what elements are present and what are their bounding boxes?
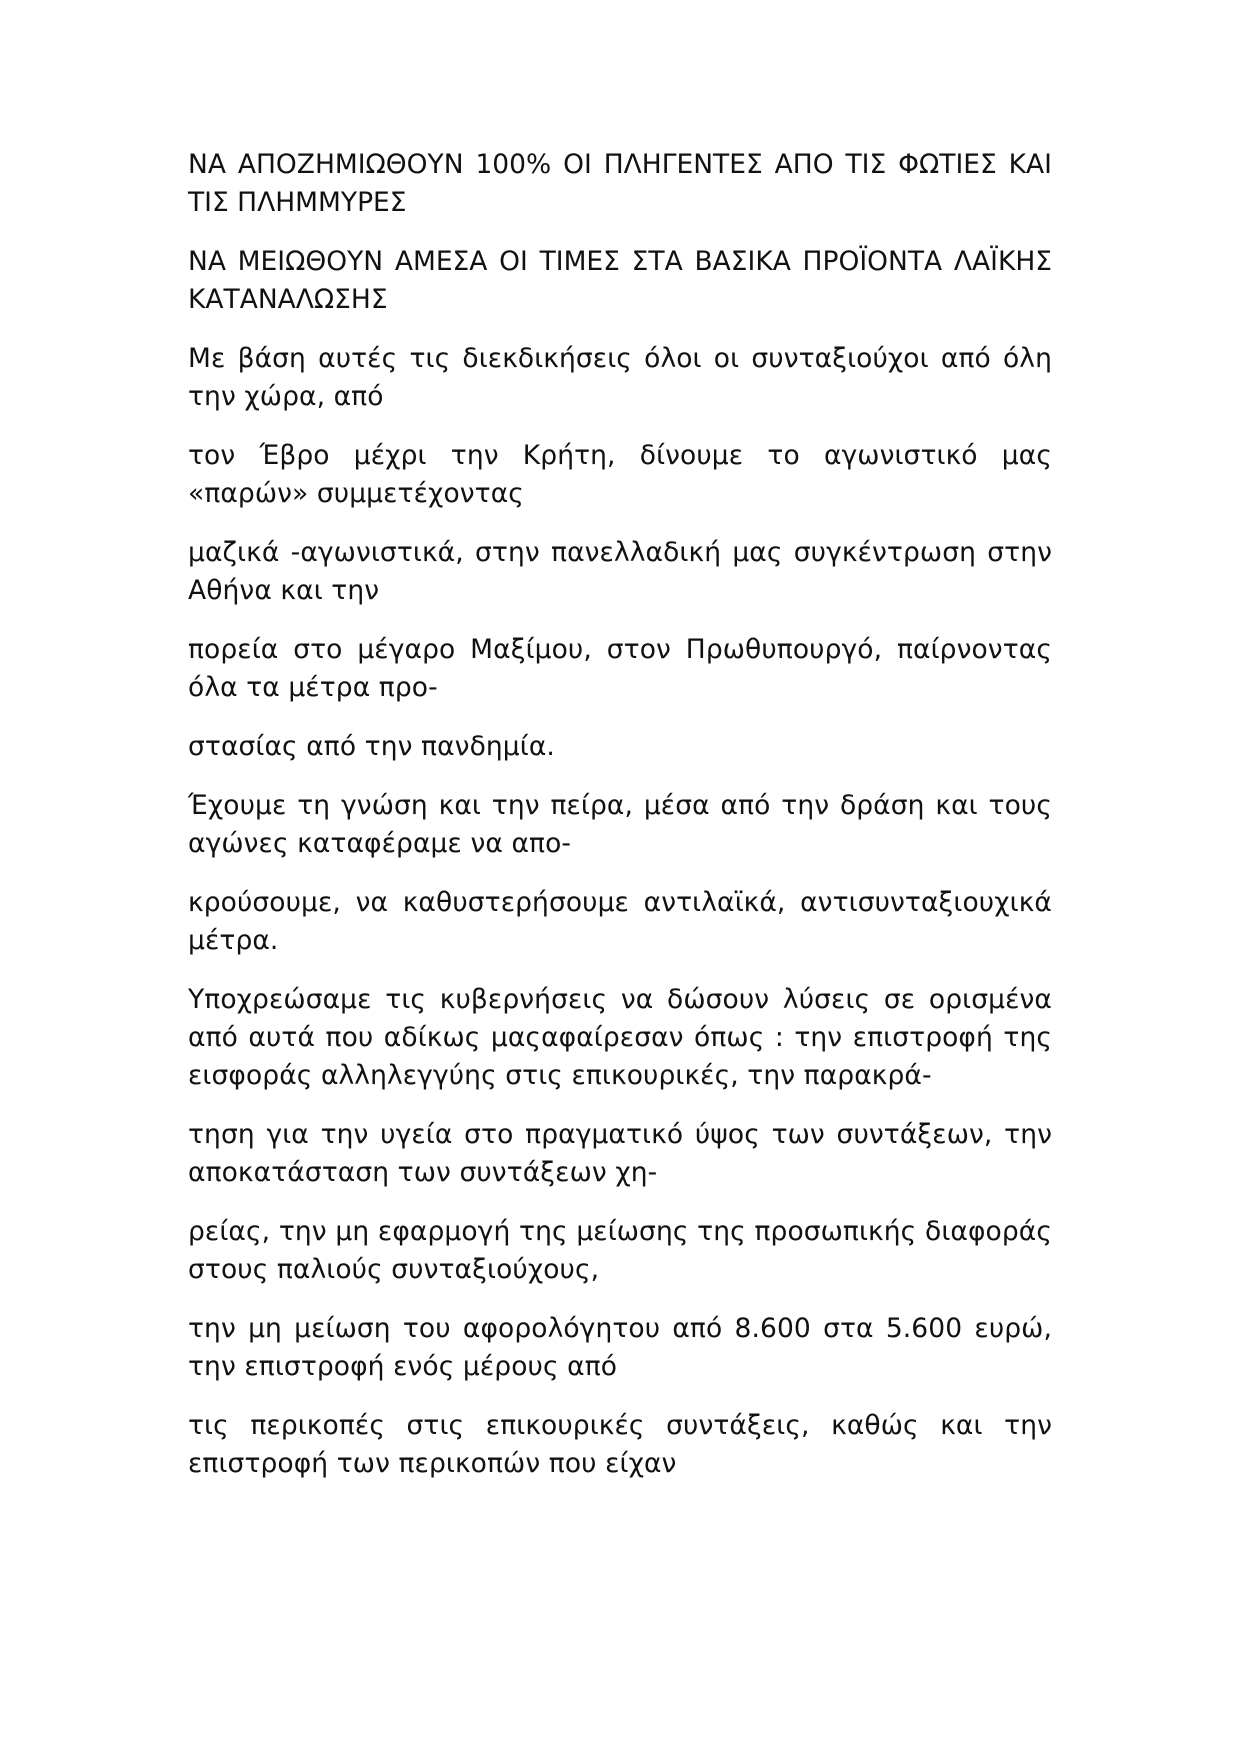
heading-compensation: ΝΑ ΑΠΟΖΗΜΙΩΘΟΥΝ 100% ΟΙ ΠΛΗΓΕΝΤΕΣ ΑΠΟ ΤΙΣ ΦΩΤΙΕΣ ΚΑΙ ΤΙΣ ΠΛΗΜΜΥΡΕΣ <box>188 149 1052 218</box>
paragraph-10: ρείας, την μη εφαρμογή της μείωσης της προσωπικής διαφοράς στους παλιούς συνταξιούχους, <box>188 1216 1052 1285</box>
paragraph-2: τον Έβρο μέχρι την Κρήτη, δίνουμε το αγωνιστικό μας «παρών» συμμετέχοντας <box>188 440 1052 509</box>
paragraph-9: τηση για την υγεία στο πραγματικό ύψος των συντάξεων, την αποκατάσταση των συντάξεων χη- <box>188 1119 1052 1188</box>
paragraph-3: μαζικά -αγωνιστικά, στην πανελλαδική μας συγκέντρωση στην Αθήνα και την <box>188 537 1052 606</box>
paragraph-1: Με βάση αυτές τις διεκδικήσεις όλοι οι συνταξιούχοι από όλη την χώρα, από <box>188 343 1052 412</box>
heading-prices: ΝΑ ΜΕΙΩΘΟΥΝ ΑΜΕΣΑ ΟΙ ΤΙΜΕΣ ΣΤΑ ΒΑΣΙΚΑ ΠΡΟΪΟΝΤΑ ΛΑΪΚΗΣ ΚΑΤΑΝΑΛΩΣΗΣ <box>188 246 1052 315</box>
paragraph-5: στασίας από την πανδημία. <box>188 731 555 762</box>
paragraph-4: πορεία στο μέγαρο Μαξίμου, στον Πρωθυπουργό, παίρνοντας όλα τα μέτρα προ- <box>188 634 1052 703</box>
paragraph-8: Υποχρεώσαμε τις κυβερνήσεις να δώσουν λύσεις σε ορισμένα από αυτά που αδίκως μαςαφαίρεσαν όπως : την επιστροφή της εισφοράς αλληλεγγύης στις επικουρικές, την παρακρά- <box>188 984 1052 1091</box>
paragraph-7: κρούσουμε, να καθυστερήσουμε αντιλαϊκά, αντισυνταξιουχικά μέτρα. <box>188 887 1052 956</box>
document-body <box>188 146 1052 1504</box>
paragraph-12: τις περικοπές στις επικουρικές συντάξεις, καθώς και την επιστροφή των περικοπών που είχαν <box>188 1410 1052 1479</box>
paragraph-11: την μη μείωση του αφορολόγητου από 8.600 στα 5.600 ευρώ, την επιστροφή ενός μέρους από <box>188 1313 1052 1382</box>
paragraph-6: Έχουμε τη γνώση και την πείρα, μέσα από την δράση και τους αγώνες καταφέραμε να απο- <box>188 790 1052 859</box>
